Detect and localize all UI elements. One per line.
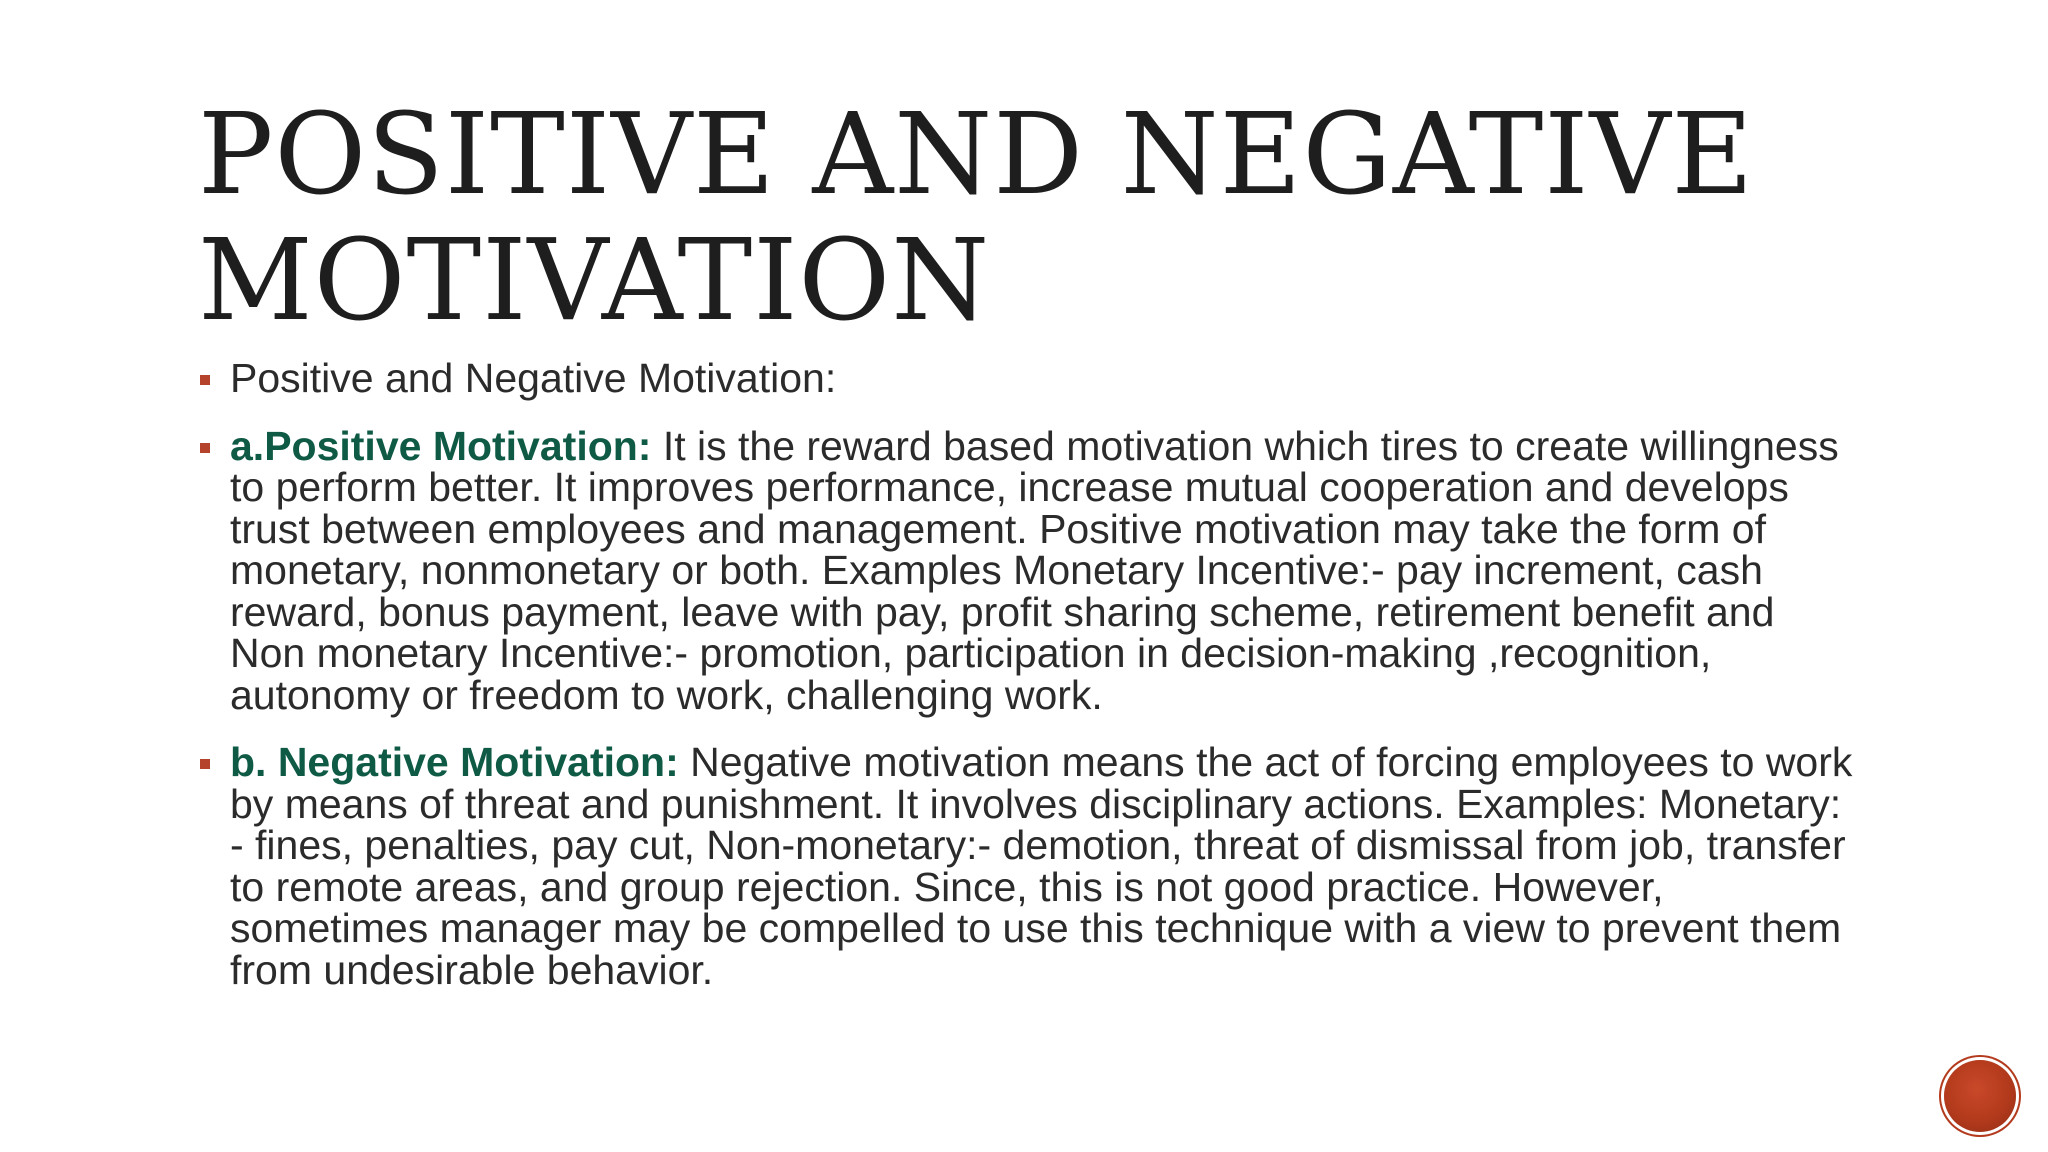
- slide-title: [198, 92, 1898, 344]
- bullet-text: Positive and Negative Motivation:: [230, 355, 837, 401]
- bullet-marker-icon: [200, 375, 210, 385]
- bullet-list: [198, 355, 1858, 1017]
- bullet-lead: b. Negative Motivation:: [230, 739, 679, 785]
- bullet-item-intro: [198, 355, 1858, 401]
- bullet-item-negative-motivation: [198, 739, 1858, 993]
- bullet-item-positive-motivation: [198, 422, 1858, 718]
- slide-title-line-2: MOTIVATION: [198, 216, 991, 346]
- bullet-marker-icon: [200, 443, 210, 453]
- bullet-text: Negative motivation means the act of forcing employees to work by means of threat and punishment. It involves disciplinary actions. Examples: Monetary: - fines, penalties, pay cut, Non-monetary:- demotion, threat of dismissal from job, transfer to remote areas, and group rejection. Since, this is not good practice. However, sometimes manager may be compelled to use this technique with a view to prevent them from undesirable behavior.: [230, 739, 1853, 993]
- red-circle-icon[interactable]: [1944, 1060, 2016, 1132]
- bullet-text: It is the reward based motivation which tires to create willingness to perform better. It improves performance, increase mutual cooperation and develops trust between employees and management. Positive motivation may take the form of monetary, nonmonetary or both. Examples Monetary Incentive:- pay increment, cash reward, bonus payment, leave with pay, profit sharing scheme, retirement benefit and Non monetary Incentive:- promotion, participation in decision-making ,recognition, autonomy or freedom to work, challenging work.: [230, 422, 1839, 718]
- bullet-marker-icon: [200, 759, 210, 769]
- bullet-lead: a.Positive Motivation:: [230, 422, 652, 469]
- slide-title-line-1: POSITIVE AND NEGATIVE: [198, 90, 1755, 220]
